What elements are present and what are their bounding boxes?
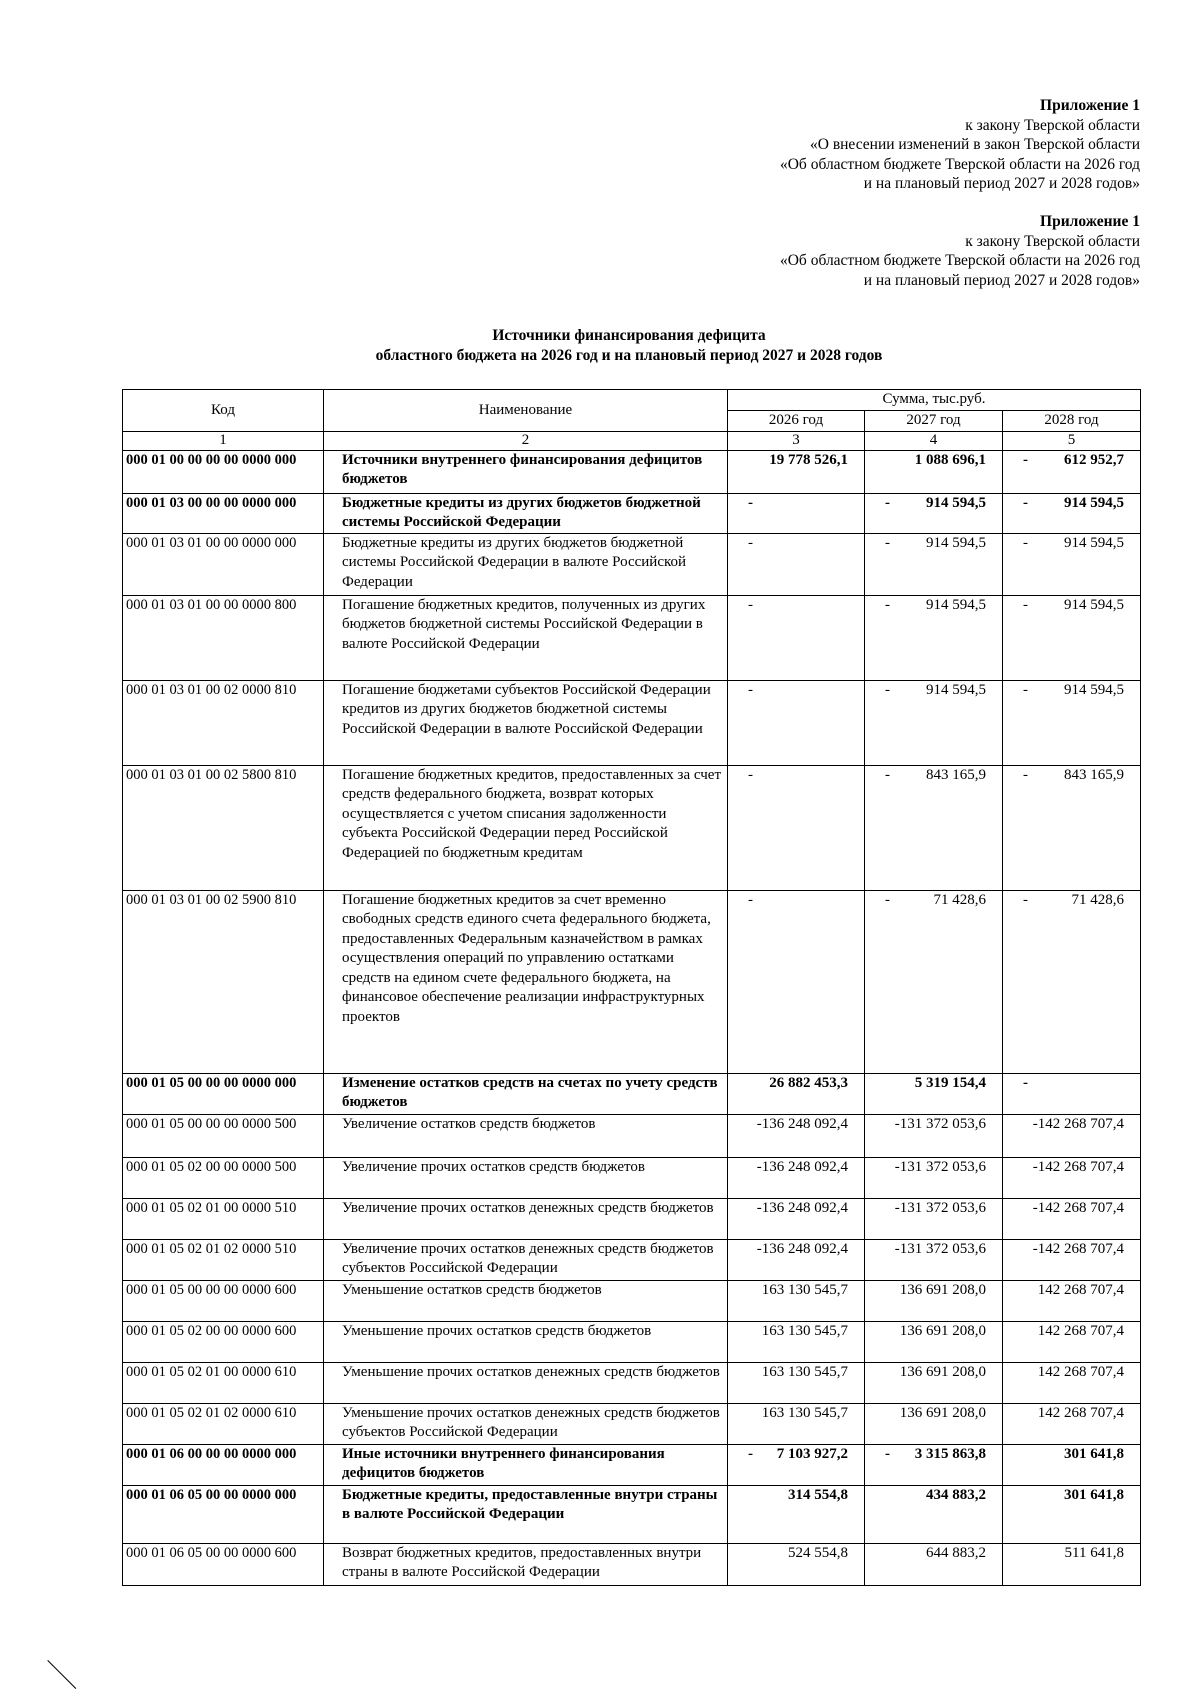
table-row: [123, 1403, 1141, 1444]
row-name: Увеличение прочих остатков денежных средств бюджетов субъектов Российской Федерации: [324, 1239, 728, 1280]
row-amount-2027: [865, 1543, 1003, 1585]
negative-dash: -: [1023, 451, 1028, 468]
row-amount-2028: [1003, 450, 1141, 493]
table-row: [123, 1485, 1141, 1543]
amount-value: 524 554,8: [788, 1544, 848, 1561]
row-amount-2027: [865, 1198, 1003, 1239]
negative-dash: -: [1023, 891, 1028, 908]
row-code: 000 01 05 02 00 00 0000 500: [123, 1157, 324, 1198]
row-name: Бюджетные кредиты из других бюджетов бюджетной системы Российской Федерации в валюте Российской Федерации: [324, 533, 728, 595]
negative-dash: -: [748, 891, 753, 908]
row-code: 000 01 06 00 00 00 0000 000: [123, 1444, 324, 1485]
row-code: 000 01 05 02 01 00 0000 610: [123, 1362, 324, 1403]
header-primary-title: Приложение 1: [1040, 97, 1140, 114]
amount-value: 843 165,9: [926, 766, 986, 783]
amount-value: 163 130 545,7: [761, 1404, 848, 1421]
row-name: Увеличение прочих остатков денежных средств бюджетов: [324, 1198, 728, 1239]
row-amount-2028: [1003, 1280, 1141, 1321]
amount-value: 914 594,5: [1064, 596, 1124, 613]
row-code: 000 01 03 01 00 00 0000 000: [123, 533, 324, 595]
row-code: 000 01 06 05 00 00 0000 600: [123, 1543, 324, 1585]
document-title-line-2: областного бюджета на 2026 год и на плановый период 2027 и 2028 годов: [375, 347, 883, 364]
row-code: 000 01 05 00 00 00 0000 500: [123, 1114, 324, 1157]
negative-dash: -: [1023, 494, 1028, 511]
amount-value: 142 268 707,4: [1037, 1322, 1124, 1339]
scan-mark: [47, 1660, 76, 1689]
row-amount-2028: [1003, 1239, 1141, 1280]
amount-value: -131 372 053,6: [894, 1240, 986, 1257]
table-row: [123, 450, 1141, 493]
table-row: [123, 1362, 1141, 1403]
amount-value: -142 268 707,4: [1032, 1240, 1124, 1257]
row-amount-2028: [1003, 1362, 1141, 1403]
table-row: [123, 595, 1141, 680]
row-amount-2026: [728, 1543, 865, 1585]
row-code: 000 01 05 00 00 00 0000 600: [123, 1280, 324, 1321]
row-amount-2026: [728, 450, 865, 493]
negative-dash: -: [885, 596, 890, 613]
row-name: Бюджетные кредиты из других бюджетов бюджетной системы Российской Федерации: [324, 493, 728, 533]
amount-value: 136 691 208,0: [899, 1322, 986, 1339]
negative-dash: -: [748, 681, 753, 698]
amount-value: 1 088 696,1: [914, 451, 986, 468]
row-amount-2026: [728, 1362, 865, 1403]
row-code: 000 01 05 02 00 00 0000 600: [123, 1321, 324, 1362]
table-row: [123, 1157, 1141, 1198]
row-amount-2026: [728, 1114, 865, 1157]
row-amount-2027: [865, 1239, 1003, 1280]
column-number: 1: [123, 431, 324, 450]
row-amount-2026: [728, 1073, 865, 1114]
negative-dash: -: [885, 891, 890, 908]
amount-value: 71 428,6: [933, 891, 986, 908]
row-code: 000 01 05 02 01 02 0000 610: [123, 1403, 324, 1444]
row-code: 000 01 03 00 00 00 0000 000: [123, 493, 324, 533]
row-code: 000 01 05 00 00 00 0000 000: [123, 1073, 324, 1114]
column-number: 3: [728, 431, 865, 450]
row-name: Иные источники внутреннего финансирования дефицитов бюджетов: [324, 1444, 728, 1485]
table-row: [123, 1198, 1141, 1239]
amount-value: -131 372 053,6: [894, 1199, 986, 1216]
table-row: [123, 680, 1141, 765]
row-code: 000 01 03 01 00 02 5800 810: [123, 765, 324, 890]
amount-value: 71 428,6: [1071, 891, 1124, 908]
row-amount-2028: [1003, 1444, 1141, 1485]
row-amount-2027: [865, 1280, 1003, 1321]
table-row: [123, 1444, 1141, 1485]
row-amount-2026: [728, 1485, 865, 1543]
row-code: 000 01 05 02 01 00 0000 510: [123, 1198, 324, 1239]
table-row: [123, 1239, 1141, 1280]
document-title: [0, 326, 1200, 366]
amount-value: -136 248 092,4: [756, 1199, 848, 1216]
row-amount-2027: [865, 595, 1003, 680]
row-amount-2028: [1003, 765, 1141, 890]
row-amount-2028: [1003, 595, 1141, 680]
amount-value: 5 319 154,4: [914, 1074, 986, 1091]
row-amount-2028: [1003, 1321, 1141, 1362]
row-amount-2028: [1003, 1073, 1141, 1114]
row-code: 000 01 00 00 00 00 0000 000: [123, 450, 324, 493]
column-header-name: Наименование: [324, 390, 728, 432]
amount-value: 142 268 707,4: [1037, 1363, 1124, 1380]
table-row: [123, 533, 1141, 595]
amount-value: 136 691 208,0: [899, 1281, 986, 1298]
row-amount-2027: [865, 450, 1003, 493]
row-name: Увеличение остатков средств бюджетов: [324, 1114, 728, 1157]
amount-value: -136 248 092,4: [756, 1158, 848, 1175]
row-amount-2027: [865, 1444, 1003, 1485]
row-name: Возврат бюджетных кредитов, предоставленных внутри страны в валюте Российской Федерации: [324, 1543, 728, 1585]
row-amount-2026: [728, 890, 865, 1073]
amount-value: 914 594,5: [926, 494, 986, 511]
header-secondary-title: Приложение 1: [1040, 213, 1140, 230]
column-number: 4: [865, 431, 1003, 450]
row-amount-2026: [728, 1403, 865, 1444]
row-amount-2026: [728, 533, 865, 595]
amount-value: 3 315 863,8: [914, 1445, 986, 1462]
row-name: Бюджетные кредиты, предоставленные внутри страны в валюте Российской Федерации: [324, 1485, 728, 1543]
amount-value: 142 268 707,4: [1037, 1404, 1124, 1421]
table-row: [123, 765, 1141, 890]
amount-value: 7 103 927,2: [776, 1445, 848, 1462]
row-amount-2026: [728, 680, 865, 765]
amount-value: 914 594,5: [926, 681, 986, 698]
row-amount-2028: [1003, 1543, 1141, 1585]
row-amount-2026: [728, 1444, 865, 1485]
column-header-year-2027: 2027 год: [865, 410, 1003, 431]
column-number: 5: [1003, 431, 1141, 450]
financing-sources-table: [122, 389, 1141, 1586]
row-amount-2028: [1003, 890, 1141, 1073]
row-amount-2027: [865, 1485, 1003, 1543]
row-amount-2026: [728, 1239, 865, 1280]
row-amount-2028: [1003, 1198, 1141, 1239]
row-amount-2026: [728, 1198, 865, 1239]
amount-value: -136 248 092,4: [756, 1115, 848, 1132]
amount-value: -131 372 053,6: [894, 1115, 986, 1132]
negative-dash: -: [1023, 534, 1028, 551]
amount-value: 19 778 526,1: [769, 451, 848, 468]
row-amount-2026: [728, 765, 865, 890]
amount-value: 644 883,2: [926, 1544, 986, 1561]
row-code: 000 01 03 01 00 02 0000 810: [123, 680, 324, 765]
row-amount-2027: [865, 1157, 1003, 1198]
row-amount-2028: [1003, 533, 1141, 595]
amount-value: 511 641,8: [1064, 1544, 1124, 1561]
row-amount-2028: [1003, 1157, 1141, 1198]
row-amount-2028: [1003, 1403, 1141, 1444]
document-title-line-1: Источники финансирования дефицита: [492, 327, 766, 344]
header-primary-line: и на плановый период 2027 и 2028 годов»: [863, 175, 1140, 192]
row-name: Уменьшение прочих остатков средств бюджетов: [324, 1321, 728, 1362]
negative-dash: -: [885, 1445, 890, 1462]
amount-value: -136 248 092,4: [756, 1240, 848, 1257]
amount-value: 434 883,2: [926, 1486, 986, 1503]
row-name: Увеличение прочих остатков средств бюджетов: [324, 1157, 728, 1198]
row-amount-2027: [865, 1073, 1003, 1114]
row-amount-2027: [865, 890, 1003, 1073]
column-header-year-2026: 2026 год: [728, 410, 865, 431]
negative-dash: -: [1023, 1074, 1028, 1091]
row-name: Погашение бюджетных кредитов за счет временно свободных средств единого счета федерального бюджета, предоставленных Федеральным казначейством в рамках осуществления операций по управлению остатками средств на едином счете федерального бюджета, на финансовое обеспечение реализации инфраструктурных проектов: [324, 890, 728, 1073]
row-name: Уменьшение прочих остатков денежных средств бюджетов: [324, 1362, 728, 1403]
amount-value: 163 130 545,7: [761, 1281, 848, 1298]
negative-dash: -: [748, 494, 753, 511]
row-amount-2028: [1003, 1485, 1141, 1543]
amount-value: 843 165,9: [1064, 766, 1124, 783]
header-primary-line: к закону Тверской области: [965, 116, 1140, 134]
negative-dash: -: [1023, 766, 1028, 783]
row-amount-2026: [728, 1321, 865, 1362]
header-primary-line: «Об областном бюджете Тверской области на 2026 год: [779, 155, 1140, 173]
header-secondary: [780, 212, 1140, 290]
negative-dash: -: [748, 766, 753, 783]
row-name: Погашение бюджетных кредитов, полученных из других бюджетов бюджетной системы Российской Федерации в валюте Российской Федерации: [324, 595, 728, 680]
header-secondary-line: «Об областном бюджете Тверской области на 2026 год: [779, 252, 1140, 269]
row-name: Уменьшение прочих остатков денежных средств бюджетов субъектов Российской Федерации: [324, 1403, 728, 1444]
amount-value: 612 952,7: [1064, 451, 1124, 468]
header-secondary-line: к закону Тверской области: [965, 232, 1140, 250]
column-header-code: Код: [123, 390, 324, 432]
header-secondary-line: и на плановый период 2027 и 2028 годов»: [863, 271, 1140, 289]
row-name: Погашение бюджетных кредитов, предоставленных за счет средств федерального бюджета, возврат которых осуществляется с учетом списания задолженности субъекта Российской Федерации перед Российской Федерацией по бюджетным кредитам: [324, 765, 728, 890]
amount-value: 914 594,5: [926, 534, 986, 551]
table-row: [123, 1280, 1141, 1321]
row-amount-2028: [1003, 1114, 1141, 1157]
row-amount-2027: [865, 765, 1003, 890]
table-row: [123, 1073, 1141, 1114]
amount-value: -142 268 707,4: [1032, 1199, 1124, 1216]
table-row: [123, 1321, 1141, 1362]
column-header-year-2028: 2028 год: [1003, 410, 1141, 431]
table-row: [123, 1114, 1141, 1157]
row-code: 000 01 06 05 00 00 0000 000: [123, 1485, 324, 1543]
row-amount-2026: [728, 493, 865, 533]
row-amount-2027: [865, 1321, 1003, 1362]
amount-value: 914 594,5: [1064, 681, 1124, 698]
amount-value: -131 372 053,6: [894, 1158, 986, 1175]
negative-dash: -: [1023, 681, 1028, 698]
negative-dash: -: [885, 681, 890, 698]
row-amount-2026: [728, 595, 865, 680]
amount-value: 163 130 545,7: [761, 1363, 848, 1380]
row-amount-2028: [1003, 493, 1141, 533]
amount-value: 914 594,5: [1064, 494, 1124, 511]
negative-dash: -: [748, 1445, 753, 1462]
row-name: Уменьшение остатков средств бюджетов: [324, 1280, 728, 1321]
amount-value: 26 882 453,3: [769, 1074, 848, 1091]
amount-value: 136 691 208,0: [899, 1363, 986, 1380]
table-body: [123, 450, 1141, 1585]
amount-value: 314 554,8: [788, 1486, 848, 1503]
row-amount-2026: [728, 1157, 865, 1198]
negative-dash: -: [1023, 596, 1028, 613]
row-amount-2027: [865, 680, 1003, 765]
table-row: [123, 1543, 1141, 1585]
amount-value: -142 268 707,4: [1032, 1158, 1124, 1175]
table-row: [123, 493, 1141, 533]
amount-value: 301 641,8: [1064, 1486, 1124, 1503]
row-amount-2027: [865, 493, 1003, 533]
column-number: 2: [324, 431, 728, 450]
row-amount-2027: [865, 1114, 1003, 1157]
amount-value: 163 130 545,7: [761, 1322, 848, 1339]
column-header-sum: Сумма, тыс.руб.: [728, 390, 1141, 411]
row-code: 000 01 05 02 01 02 0000 510: [123, 1239, 324, 1280]
row-name: Источники внутреннего финансирования дефицитов бюджетов: [324, 450, 728, 493]
row-amount-2028: [1003, 680, 1141, 765]
amount-value: 301 641,8: [1064, 1445, 1124, 1462]
negative-dash: -: [885, 766, 890, 783]
header-primary-line: «О внесении изменений в закон Тверской области: [810, 136, 1140, 153]
row-name: Изменение остатков средств на счетах по учету средств бюджетов: [324, 1073, 728, 1114]
amount-value: 142 268 707,4: [1037, 1281, 1124, 1298]
negative-dash: -: [748, 534, 753, 551]
amount-value: -142 268 707,4: [1032, 1115, 1124, 1132]
table-row: [123, 890, 1141, 1073]
row-code: 000 01 03 01 00 00 0000 800: [123, 595, 324, 680]
row-code: 000 01 03 01 00 02 5900 810: [123, 890, 324, 1073]
negative-dash: -: [885, 534, 890, 551]
row-amount-2027: [865, 533, 1003, 595]
amount-value: 914 594,5: [926, 596, 986, 613]
row-name: Погашение бюджетами субъектов Российской Федерации кредитов из других бюджетов бюджетной системы Российской Федерации в валюте Российской Федерации: [324, 680, 728, 765]
negative-dash: -: [748, 596, 753, 613]
row-amount-2027: [865, 1403, 1003, 1444]
header-primary: [780, 96, 1140, 194]
row-amount-2026: [728, 1280, 865, 1321]
negative-dash: -: [885, 494, 890, 511]
row-amount-2027: [865, 1362, 1003, 1403]
amount-value: 914 594,5: [1064, 534, 1124, 551]
amount-value: 136 691 208,0: [899, 1404, 986, 1421]
